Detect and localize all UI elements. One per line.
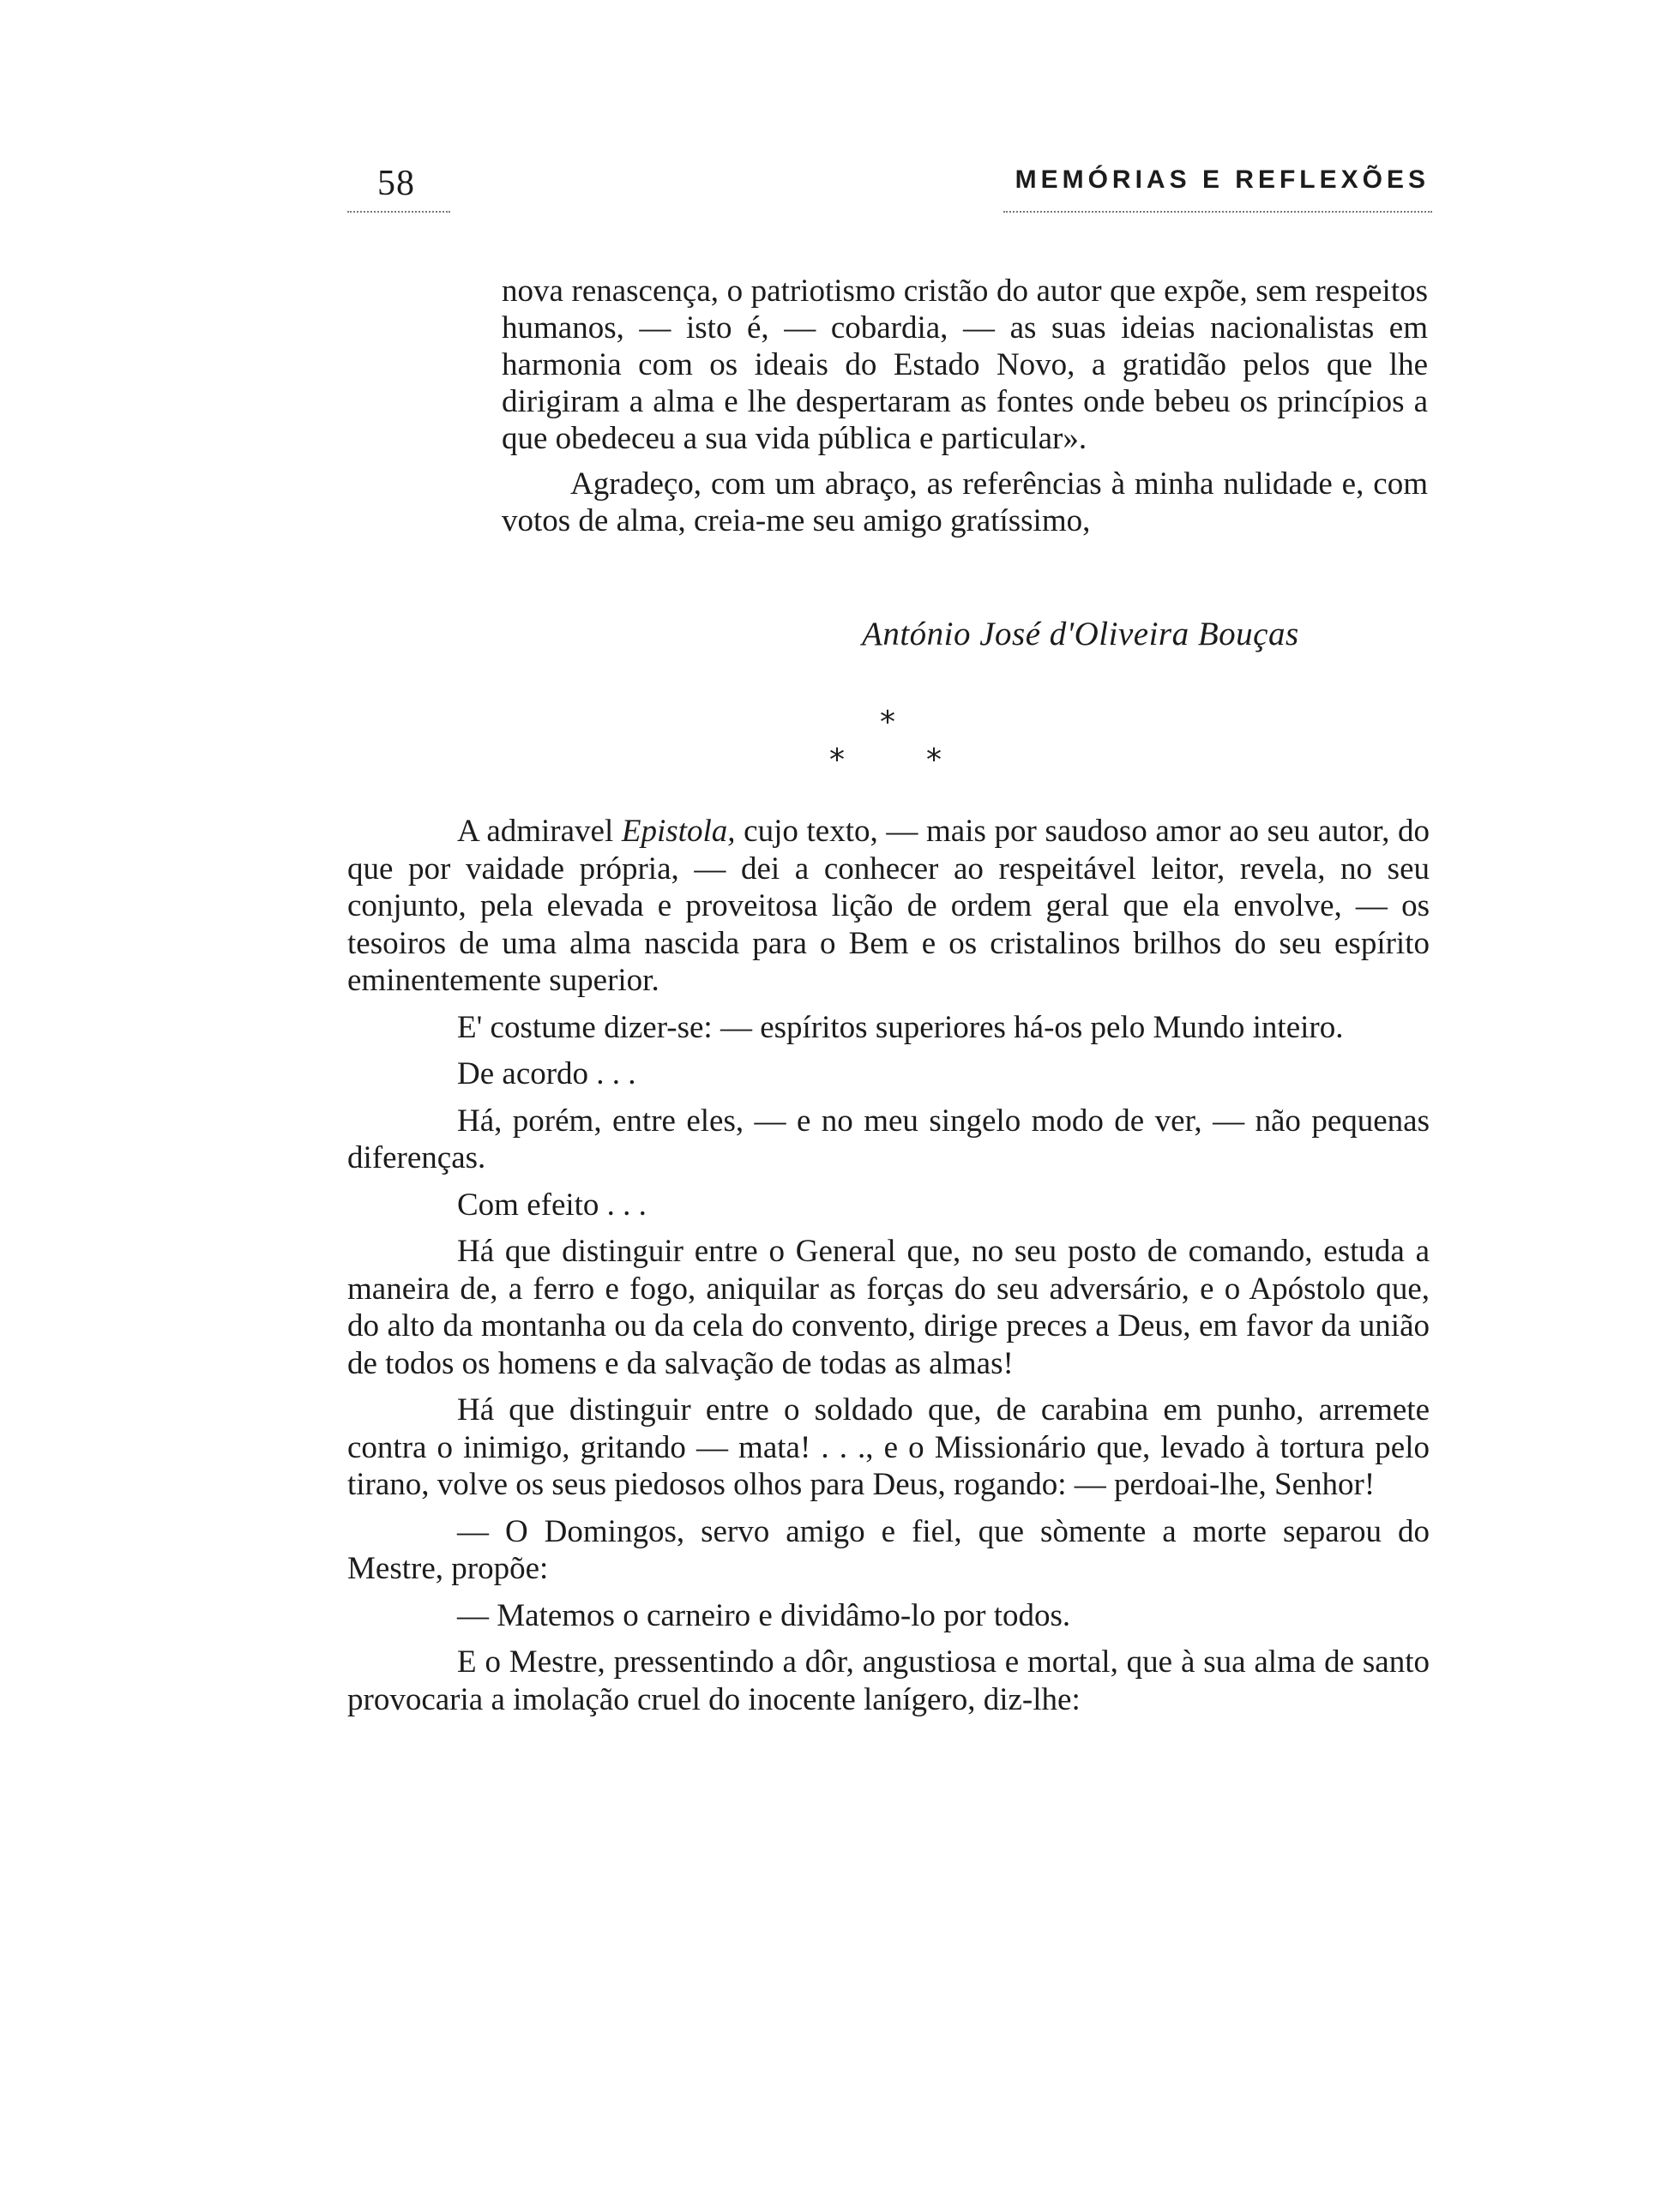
- body-paragraph: — Matemos o carneiro e dividâmo-lo por todos.: [457, 1597, 1071, 1633]
- body-paragraph: De acordo . . .: [457, 1056, 636, 1091]
- emphasis-epistola: Epistola,: [621, 814, 736, 849]
- body-paragraph: E o Mestre, pressentindo a dôr, angustiosa e mortal, que à sua alma de santo provocaria a imolação cruel do inocente lanígero, diz-lhe:: [347, 1644, 1430, 1717]
- asterisk-mark: *: [926, 742, 942, 778]
- body-paragraph: — O Domingos, servo amigo e fiel, que sòmente a morte separou do Mestre, propõe:: [347, 1513, 1430, 1586]
- quote-paragraph: Agradeço, com um abraço, as referências à minha nulidade e, com votos de alma, creia-me seu amigo gratíssimo,: [502, 466, 1428, 538]
- asterisk-mark: *: [829, 742, 845, 778]
- header-rule-left: [347, 211, 450, 213]
- header-rule-right: [1003, 211, 1432, 213]
- body-text: [347, 813, 1430, 1728]
- body-paragraph: Com efeito . . .: [457, 1187, 647, 1223]
- running-title: MEMÓRIAS E REFLEXÕES: [1015, 165, 1430, 194]
- body-paragraph: E' costume dizer-se: — espíritos superiores há-os pelo Mundo inteiro.: [457, 1009, 1344, 1045]
- body-paragraph: Há que distinguir entre o General que, no seu posto de comando, estuda a maneira de, a ferro e fogo, aniquilar as forças do seu adversário, e o Apóstolo que, do alto da montanha ou da cela do convento, dirige preces a Deus, em favor da união de todos os homens e da salvação de todas as almas!: [347, 1234, 1430, 1381]
- letter-signature: António José d'Oliveira Bouças: [862, 616, 1299, 652]
- text-run: cujo texto, — mais por saudoso amor ao seu autor, do que por vaidade própria, — dei a conhecer ao respeitável leitor, revela, no seu conjunto, pela elevada e proveitosa lição de ordem geral que ela envolve, — os tesoiros de uma alma nascida para o Bem e os cristalinos brilhos do seu espírito eminentemente superior.: [347, 814, 1430, 998]
- body-paragraph: Há, porém, entre eles, — e no meu singelo modo de ver, — não pequenas diferenças.: [347, 1103, 1430, 1175]
- body-paragraph: Há que distinguir entre o soldado que, de carabina em punho, arremete contra o inimigo, gritando — mata! . . ., e o Missionário que, levado à tortura pelo tirano, volve os seus piedosos olhos para Deus, rogando: — perdoai-lhe, Senhor!: [347, 1392, 1430, 1502]
- quote-paragraph: nova renascença, o patriotismo cristão do autor que expõe, sem respeitos humanos, — isto é, — cobardia, — as suas ideias nacionalistas em harmonia com os ideais do Estado Novo, a gratidão pelos que lhe dirigiram a alma e lhe despertaram as fontes onde bebeu os princípios a que obedeceu a sua vida pública e particular».: [502, 273, 1428, 456]
- text-run: A admiravel: [457, 814, 622, 849]
- body-paragraph: [347, 813, 1430, 1000]
- quoted-letter: [502, 273, 1428, 539]
- page-number: 58: [377, 164, 415, 203]
- asterisk-mark: *: [880, 705, 895, 740]
